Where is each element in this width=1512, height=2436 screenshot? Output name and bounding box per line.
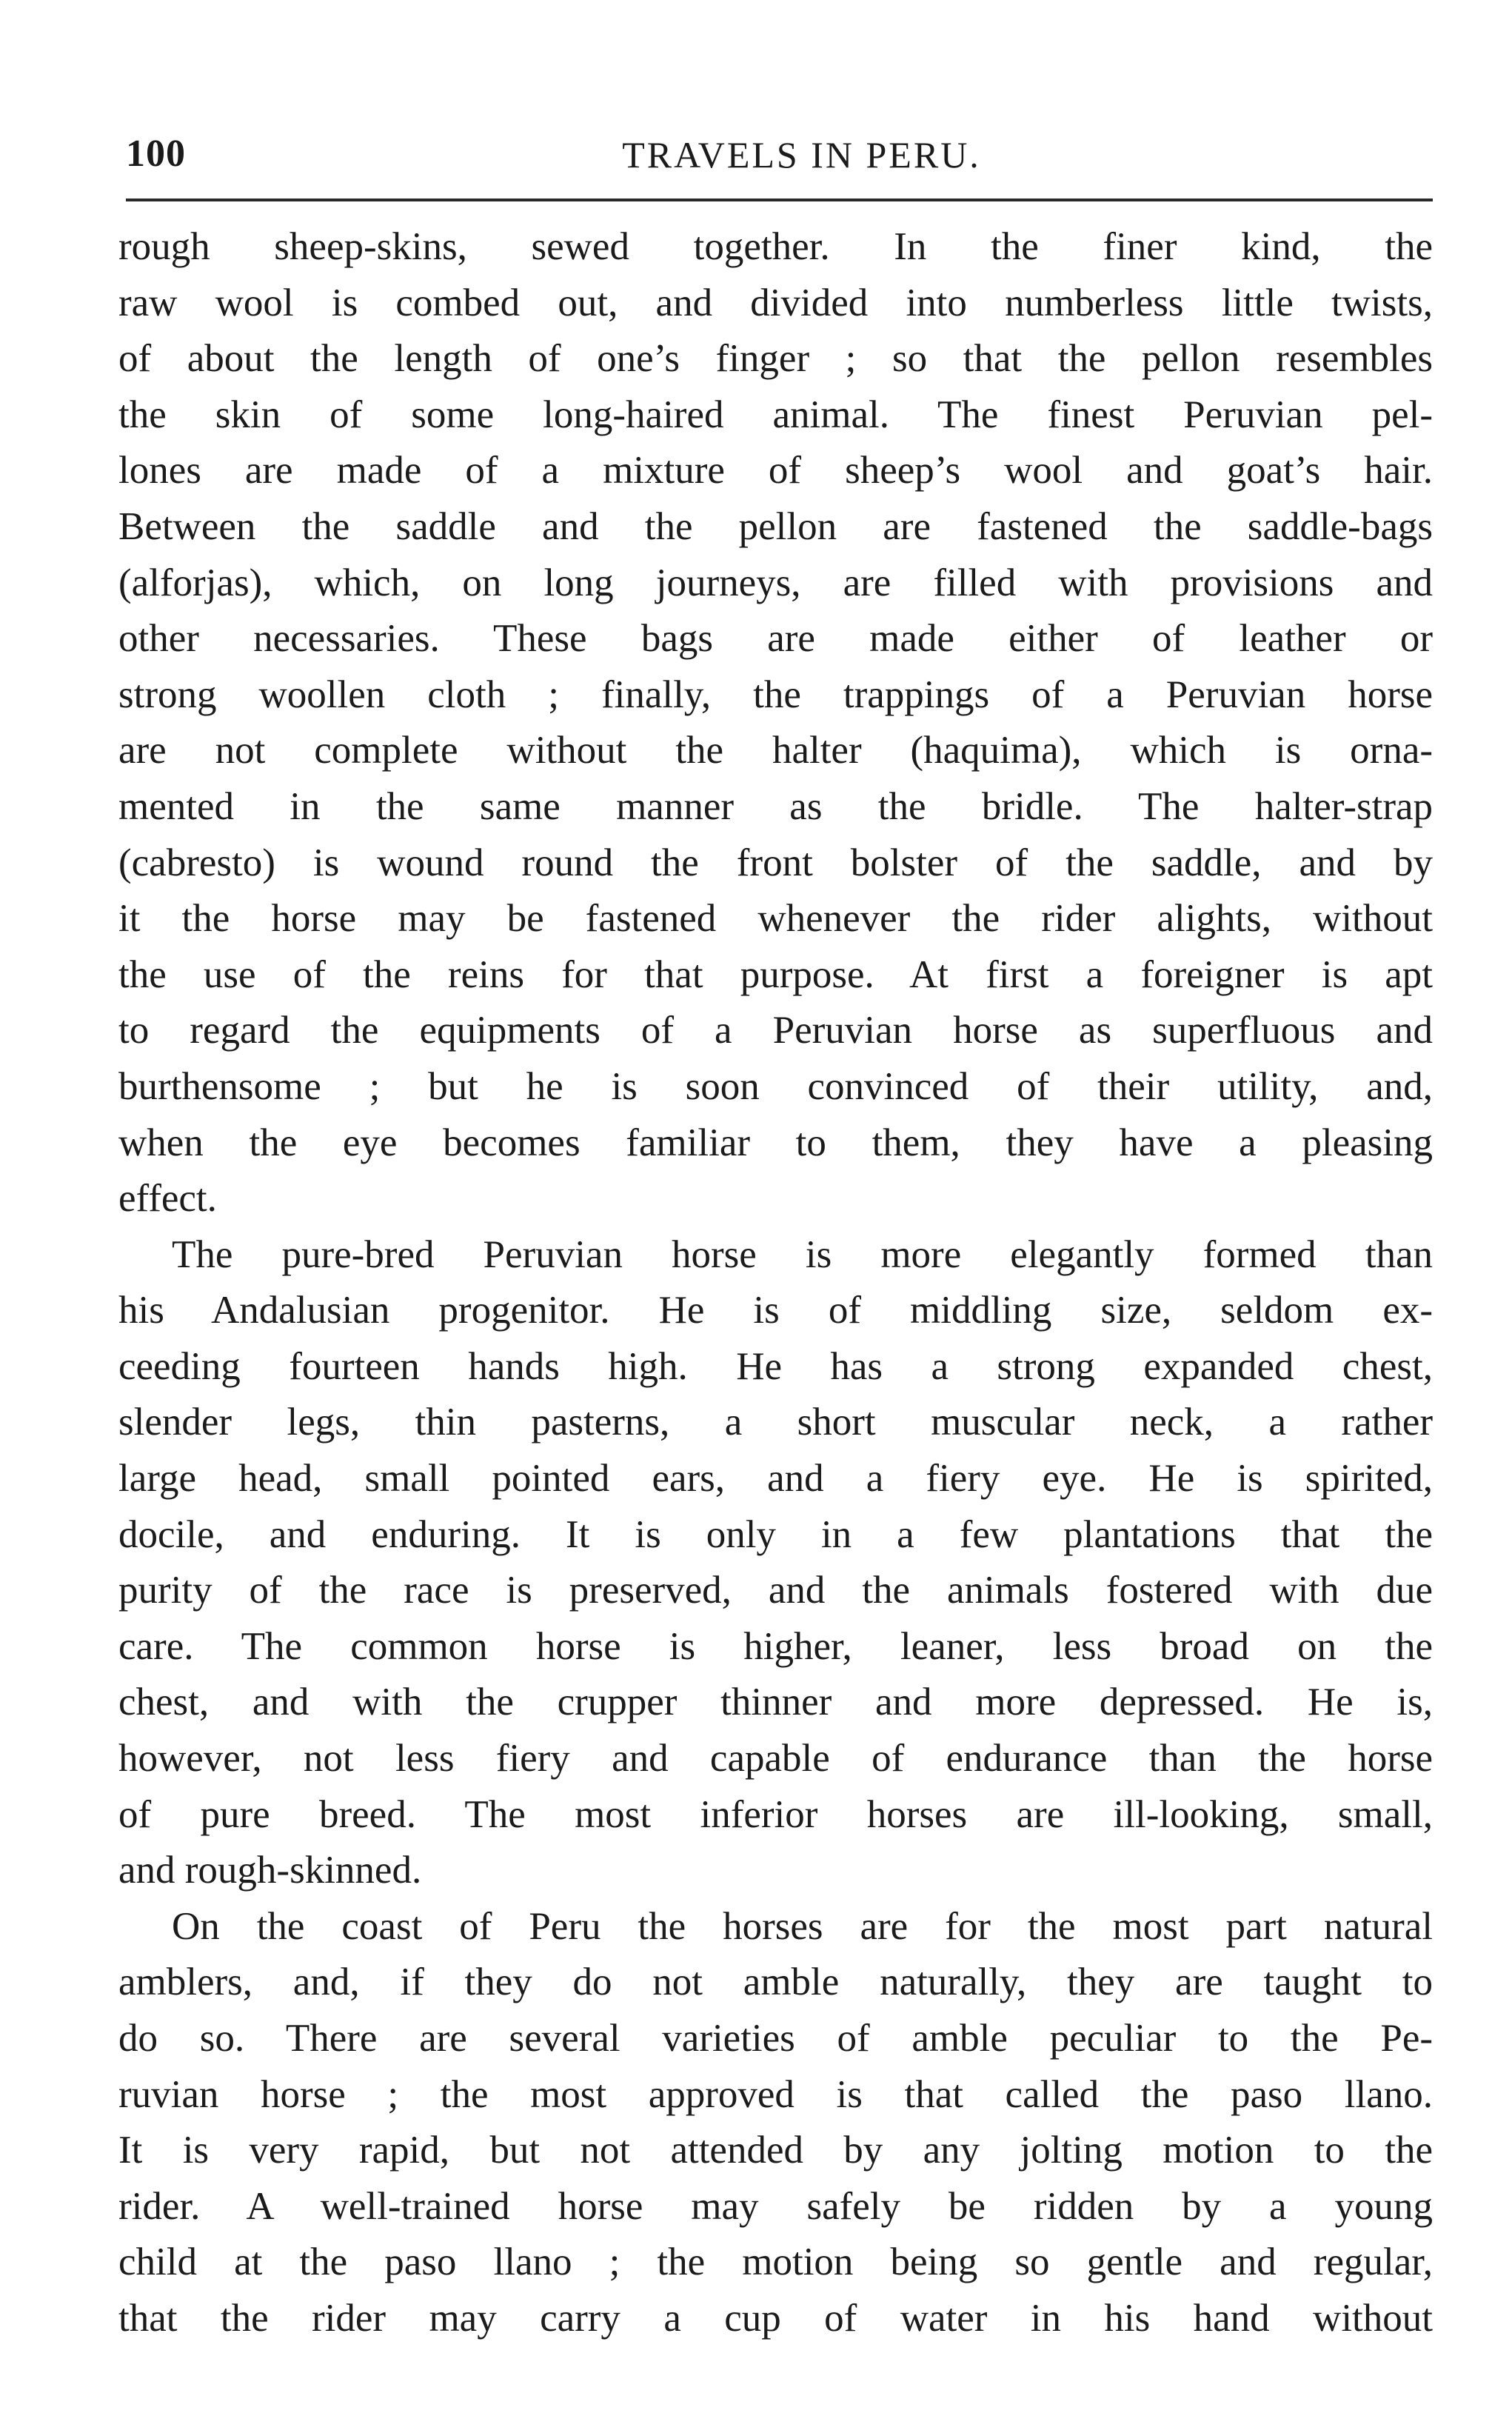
text-line: his Andalusian progenitor. He is of middling size, seldom ex- [118, 1289, 1433, 1332]
text-line: chest, and with the crupper thinner and more depressed. He is, [118, 1681, 1433, 1724]
text-line: to regard the equipments of a Peruvian horse as superfluous and [118, 1009, 1433, 1052]
text-line: purity of the race is preserved, and the animals fostered with due [118, 1569, 1433, 1612]
text-line: docile, and enduring. It is only in a few plantations that the [118, 1512, 1433, 1556]
text-line: care. The common horse is higher, leaner, less broad on the [118, 1624, 1433, 1668]
text-line: mented in the same manner as the bridle. The halter-strap [118, 784, 1433, 828]
page-number: 100 [126, 133, 186, 175]
text-line: rough sheep-skins, sewed together. In the finer kind, the [118, 225, 1433, 268]
text-line: however, not less fiery and capable of endurance than the horse [118, 1737, 1433, 1781]
text-line: lones are made of a mixture of sheep’s wool and goat’s hair. [118, 449, 1433, 493]
text-line: it the horse may be fastened whenever the rider alights, without [118, 897, 1433, 941]
text-line: It is very rapid, but not attended by any jolting motion to the [118, 2129, 1433, 2172]
text-line: the skin of some long-haired animal. The finest Peruvian pel- [118, 393, 1433, 436]
text-line: (alforjas), which, on long journeys, are filled with provisions and [118, 561, 1433, 604]
paragraph-1 [118, 219, 1433, 1227]
text-line: ruvian horse ; the most approved is that called the paso llano. [118, 2072, 1433, 2116]
text-line: are not complete without the halter (haquima), which is orna- [118, 729, 1433, 772]
page-header [126, 132, 1433, 184]
text-line: The pure-bred Peruvian horse is more elegantly formed than [172, 1232, 1433, 1276]
text-line: Between the saddle and the pellon are fastened the saddle-bags [118, 504, 1433, 548]
paragraph-2 [118, 1227, 1433, 1899]
text-line: (cabresto) is wound round the front bolster of the saddle, and by [118, 841, 1433, 884]
text-line: rider. A well-trained horse may safely be ridden by a young [118, 2184, 1433, 2228]
body-text [118, 219, 1433, 2347]
text-line: raw wool is combed out, and divided into numberless little twists, [118, 281, 1433, 324]
text-line: and rough-skinned. [118, 1849, 422, 1892]
text-line: effect. [118, 1177, 217, 1221]
text-line: other necessaries. These bags are made either of leather or [118, 617, 1433, 661]
text-line: ceeding fourteen hands high. He has a strong expanded chest, [118, 1344, 1433, 1388]
text-line: amblers, and, if they do not amble naturally, they are taught to [118, 1961, 1433, 2004]
text-line: large head, small pointed ears, and a fiery eye. He is spirited, [118, 1457, 1433, 1501]
text-line: slender legs, thin pasterns, a short muscular neck, a rather [118, 1401, 1433, 1444]
text-line: On the coast of Peru the horses are for the most part natural [172, 1904, 1433, 1948]
running-head: TRAVELS IN PERU. [622, 134, 981, 176]
header-rule [126, 198, 1433, 201]
text-line: the use of the reins for that purpose. At first a foreigner is apt [118, 952, 1433, 996]
text-line: burthensome ; but he is soon convinced of their utility, and, [118, 1064, 1433, 1108]
text-line: child at the paso llano ; the motion being so gentle and regular, [118, 2240, 1433, 2284]
text-line: do so. There are several varieties of amble peculiar to the Pe- [118, 2017, 1433, 2060]
text-line: when the eye becomes familiar to them, they have a pleasing [118, 1121, 1433, 1164]
text-line: of pure breed. The most inferior horses are ill-looking, small, [118, 1792, 1433, 1836]
text-line: of about the length of one’s finger ; so that the pellon resembles [118, 337, 1433, 381]
text-line: that the rider may carry a cup of water in his hand without [118, 2296, 1433, 2340]
text-line: strong woollen cloth ; finally, the trappings of a Peruvian horse [118, 673, 1433, 716]
paragraph-3 [118, 1899, 1433, 2347]
